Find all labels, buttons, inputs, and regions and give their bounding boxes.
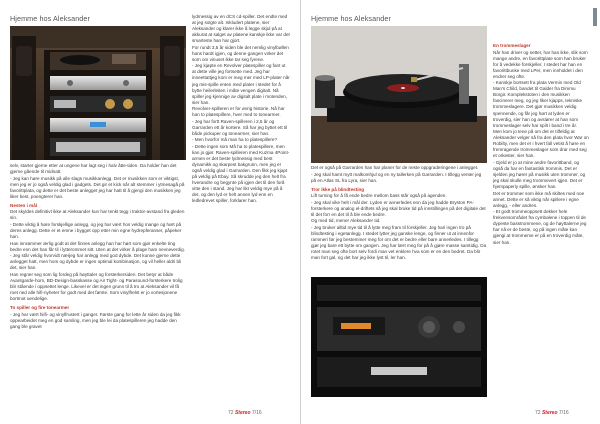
paragraph: Han innrømmer ærlig godt at det finnes anlegg han har hørt som gjør enkelte ting bedre enn det han får til i lytterommet sitt. Uten at det virker å plage ham nevneverdig. [10,240,185,252]
left-page-column-1 [10,163,186,408]
paragraph: - Dette viktig å høre forskjellige anlegg, og jeg har vært hos veldig mange og hørt på deres anlegg. Dette er et emne i bygget opp etter min egne hydrepferanser, påpeker han. [10,221,182,240]
magazine-logo: Stereo [234,410,251,416]
left-page-column-2 [192,14,290,410]
left-page-footer [228,410,262,416]
turntable-photo [311,26,487,163]
page-edge-tab [593,8,597,26]
paragraph: Og med tid, mener Aleksander tid. [311,218,381,224]
paragraph: - Dette ingen som Må ha to platespillere, men kan jo gjør. Raven-spilleren med Kuzma 4Point-armen er det beste lydmessig med best dynamikk og skarpest bakgrunn, men jeg er også veldig glad i Garrarden. Den fikk jeg kjapt på veldig på Ebay. Så skrudde jeg den helt fra hverandre og begynte på igjen det til den forå vitte den i stand. Jeg har likt veldig mye på å det, og den lyd er helt annen lyd enn en ledledrevet spiller, forklarer han. [192,143,290,204]
paragraph: - Jeg kan høre musikk på alle slags musikkanlegg. Det er musikken som er viktigst, men jeg er jo også veldig glad i gadgets. Det gir et kick når alt stemmer i ytmesagå på favorittplata, og dette er det beste anlegget jeg har hatt til å gjengi den musikken jeg liker best, poengterer han. [10,175,185,199]
paragraph: For rundt 3,5 år siden ble det nemlig vinylbøllen hans hardt igjen, og denne gangen virker det som om vinuset ikke tar seg fyrene. [192,44,289,62]
running-head-left: Hjemme hos Aleksander [10,14,90,23]
paragraph: - Gjeld er jo at mine andre favorittband, og også da har en fantastisk trommis. Det er sjelden jeg hører på musikk uten trommer, og jeg skal skulle meg trommevert igjen. Det er hjempaperiy spille, ønsker han. [493,159,586,190]
subheading: To spiller og fire tonearmer [10,305,70,311]
running-head-right: Hjemme hos Aleksander [311,14,391,23]
paragraph: Revolver-spilleren er for øvrig historie. Nå har han to platespillere, hver med to tonearmer. [192,106,285,118]
right-page-footer [535,410,569,416]
paragraph: - Jeg skal hamt mytt malkomhjul og en ny tallerken på Garrarden. I tillegg venter jeg på en Atlas SL fra Lyra, sier han. [311,171,482,183]
issue-number: 7/16 [251,410,262,416]
subheading: En trommeslager [493,43,531,48]
paragraph: - Jeg har fortt Raven-spilleren i 2,5 år og Garrarden ett år kortere. Så har jeg byttet ett til både pickuper og tonearmer, sier han. [192,118,288,136]
paragraph: lydmessig av en dCS cd-spiller. Det endte med at jeg solgte alt. Inkludert platene, sier Aleksander og klarer ikke å legge skjul på at akkurat at salget av platene kanskje ikke var det smarteste han har gjort. [192,14,290,44]
paragraph: - Men hvorfor må man ha to platespillere? [192,137,278,143]
paragraph: - Jeg bruker alltid mye tid til å lytte meg fram til forskjeller. Jeg hari ingen tro på blindtesting i egetanlegg. I stedet lytter jeg ganske lenge, og finner ut at innenfor rammeri før jeg bestemmer meg for om det er bedre eller bare annerledes. I tillegg gjør jeg bare ett bytte om gangen. Jeg har lært meg for på å gjøre masse samtidig. Da rotet man seg ofte bort selv fordi man vet enklere hva som er en den bedret. Da blir man fort gal, og det har jeg ikke lyst til, ler han. [311,224,487,261]
paragraph: - Jeg står veldig hvorvidt nærjeg har anlegg med god dybde. Det kunne gjerne dette anlegget hatt, men hom og dybde er ingen optimal kombinasjon, og vil heller aldri bli det, sier han. [10,253,182,271]
amplifier-photo [311,277,487,397]
paragraph: - Jeg kjøpte en Revolver platespiller og fant ut at dette ville jeg fortsette med. Jeg har inneettattjeg kom er meg mer med LP-plater når jeg mis-spille enten med plater i stedet for å bytte heilerleiten i måte vengen digitalt. Nå spiller jeg kjennige av digitalt plate i motenden, sier han. [192,63,290,105]
paragraph: Når han driver og setter, har han ikke, slik som mange andre, en favorittplate som han bruker for å vedekke forskjeller. I stedet har han en favorittbunke med LPer, men innholdet i den endrer seg ofte. [493,49,588,79]
paragraph: Lift turning for å få ende bedre mellom bass står også på agenden. [311,193,447,199]
paragraph: - Et godt trommeoppsett dekker hele frekvensområdet fra cymbalene i toppen til de dypeste basstrommene, og de høyttalerne jeg har nå er de beste, og på ingen måte kan gjengi at trommeme er på en troverdig måte, sier han. [493,209,587,245]
paragraph: - Jeg har vært hiifi- og vinylfrustert i ganger. Første gang for lette år siden da jeg fikk oppearbeidet meg en god samling, men jeg ble lei da platespilleren jeg hadde den gang ble gravet [10,311,181,329]
paragraph: - Kanskje bortsett fra plata Vermin med Old Man's Child, bandet til Galder fra Dimmu Borgir. Komplekstoten i den musikken fascinerer meg, og jeg liker kjapps, tekniske trommeslagere. Det gjør musikken veldig spennende, og får jeg hørt at lyden er troverdig, sier han og avslører at han som trommeslager selv har spilt i band i tre år. [493,80,583,128]
hifi-rack-photo [10,26,186,160]
subheading: Nesten i mål [10,202,38,208]
paragraph: Det skyldes definitivt ikke at Aleksander kun har tenkt tegg i traktor-avstand fra gleden sin. [10,209,185,221]
subheading: Tror ikke på blindtesting [311,186,365,192]
paragraph: Det er også på Garrarden han har planer for de neste oppgraderingene i anlegget. [311,165,479,170]
page-number: 72 [228,410,234,416]
paragraph: Men kom jo tene på om det er tilfeldig at Aleksander velger så fra den plata hvor War on Robilty, men det er i hvert fall vetist å høre en fremragende trommeslager som drar med seg et orkester, sier han. [493,129,589,159]
magazine-logo: Stereo [541,410,558,416]
right-page-column-1 [311,165,487,275]
paragraph: Han regner seg som lig fordeg på høyttaler og forsterkersiden. Det betyr at både Avantgarde-horn, BD-Design-basskasse og Air Tight- og Parasound-forsterkere trolig blir stående i oppsettet lenge. Likevel er det ingen grunn til å tro at Aleksander vil få roet ned alle hifi-nyheter for godt med det første. Som vinylfrelst er jo vortesjonene bortmot uendelige. [10,271,183,301]
paragraph: - Jeg skal vike helt i mål der. Lyden er annerledes enn da jeg hadde Bryston PA-forsterkere og analog el-driftets så jeg skal bruke tid på innstillingen på det digitale det til det forr en det til å ble ende bedre. [311,199,486,217]
paragraph: Det er trommer som ikke må skiltes med noe annet. Dette er så viktig når spillere i egne anlegg, - eller andres. [493,190,585,208]
right-page [300,0,600,424]
paragraph: selv, starter gjerne etter at ungene har lagt seg i halv åtte-tiden. Da holder han det gjerne gående til midnatt. [10,163,177,175]
issue-number: 7/16 [558,410,569,416]
page-number: 72 [535,410,541,416]
right-page-column-2 [493,40,589,410]
